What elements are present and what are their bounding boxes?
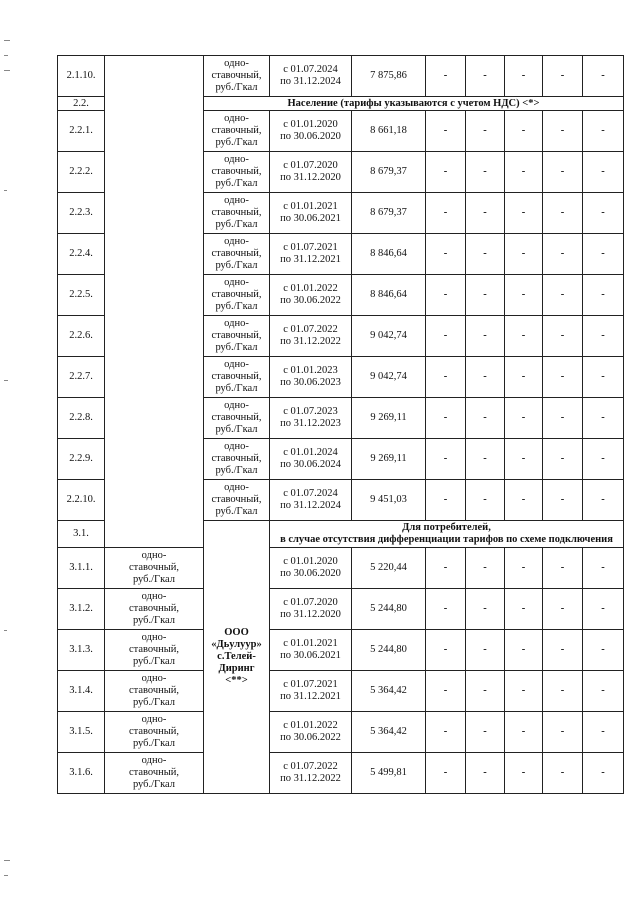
- unit-cell: одно- ставочный, руб./Гкал: [204, 480, 270, 521]
- dash-cell: -: [505, 712, 543, 753]
- dash-cell: -: [505, 152, 543, 193]
- period-cell: с 01.07.2020 по 31.12.2020: [270, 152, 352, 193]
- dash-cell: -: [543, 548, 583, 589]
- dash-cell: -: [543, 111, 583, 152]
- unit-cell: одно- ставочный, руб./Гкал: [105, 712, 204, 753]
- organization-name: ООО «Дьулуур» с.Телей-Диринг <**>: [204, 521, 270, 794]
- dash-cell: -: [466, 357, 505, 398]
- dash-cell: -: [583, 152, 624, 193]
- section-number: 2.2.: [58, 97, 105, 111]
- dash-cell: -: [505, 589, 543, 630]
- dash-cell: -: [543, 398, 583, 439]
- dash-cell: -: [543, 357, 583, 398]
- dash-cell: -: [505, 630, 543, 671]
- unit-cell: одно- ставочный, руб./Гкал: [204, 193, 270, 234]
- tariff-table: [57, 55, 624, 794]
- unit-cell: одно- ставочный, руб./Гкал: [105, 548, 204, 589]
- dash-cell: -: [505, 234, 543, 275]
- dash-cell: -: [543, 589, 583, 630]
- period-cell: с 01.01.2020 по 30.06.2020: [270, 548, 352, 589]
- dash-cell: -: [583, 234, 624, 275]
- dash-cell: -: [466, 193, 505, 234]
- dash-cell: -: [505, 548, 543, 589]
- tariff-value: 5 499,81: [352, 753, 426, 794]
- dash-cell: -: [543, 480, 583, 521]
- unit-cell: одно- ставочный, руб./Гкал: [204, 398, 270, 439]
- dash-cell: -: [583, 56, 624, 97]
- scan-margin-marks: [4, 30, 16, 890]
- dash-cell: -: [505, 316, 543, 357]
- dash-cell: -: [426, 671, 466, 712]
- dash-cell: -: [426, 480, 466, 521]
- dash-cell: -: [426, 548, 466, 589]
- tariff-value: 5 364,42: [352, 671, 426, 712]
- tariff-value: 8 679,37: [352, 193, 426, 234]
- row-number: 3.1.2.: [58, 589, 105, 630]
- dash-cell: -: [466, 234, 505, 275]
- section-title: Население (тарифы указываются с учетом НДС) <*>: [204, 97, 624, 111]
- period-cell: с 01.01.2022 по 30.06.2022: [270, 275, 352, 316]
- unit-cell: одно- ставочный, руб./Гкал: [204, 152, 270, 193]
- period-cell: с 01.01.2021 по 30.06.2021: [270, 630, 352, 671]
- unit-cell: одно- ставочный, руб./Гкал: [204, 439, 270, 480]
- table-row: [58, 712, 624, 753]
- section-title: Для потребителей, в случае отсутствия дифференциации тарифов по схеме подключения: [270, 521, 624, 548]
- table-row: [58, 589, 624, 630]
- period-cell: с 01.07.2024 по 31.12.2024: [270, 480, 352, 521]
- row-number: 2.2.2.: [58, 152, 105, 193]
- tariff-value: 5 220,44: [352, 548, 426, 589]
- dash-cell: -: [426, 712, 466, 753]
- period-cell: с 01.07.2021 по 31.12.2021: [270, 234, 352, 275]
- dash-cell: -: [426, 630, 466, 671]
- dash-cell: -: [505, 671, 543, 712]
- dash-cell: -: [543, 753, 583, 794]
- table-row: [58, 56, 624, 97]
- dash-cell: -: [426, 111, 466, 152]
- table-row: [58, 753, 624, 794]
- dash-cell: -: [426, 589, 466, 630]
- dash-cell: -: [426, 439, 466, 480]
- period-cell: с 01.01.2024 по 30.06.2024: [270, 439, 352, 480]
- dash-cell: -: [543, 630, 583, 671]
- row-number: 2.1.10.: [58, 56, 105, 97]
- dash-cell: -: [505, 193, 543, 234]
- unit-cell: одно- ставочный, руб./Гкал: [204, 234, 270, 275]
- dash-cell: -: [466, 152, 505, 193]
- dash-cell: -: [505, 398, 543, 439]
- tariff-value: 5 364,42: [352, 712, 426, 753]
- row-number: 3.1.1.: [58, 548, 105, 589]
- dash-cell: -: [466, 316, 505, 357]
- tariff-value: 9 451,03: [352, 480, 426, 521]
- dash-cell: -: [543, 671, 583, 712]
- dash-cell: -: [583, 480, 624, 521]
- tariff-value: 9 269,11: [352, 439, 426, 480]
- unit-cell: одно- ставочный, руб./Гкал: [204, 56, 270, 97]
- row-number: 2.2.1.: [58, 111, 105, 152]
- unit-cell: одно- ставочный, руб./Гкал: [105, 671, 204, 712]
- tariff-value: 5 244,80: [352, 589, 426, 630]
- dash-cell: -: [426, 357, 466, 398]
- period-cell: с 01.07.2023 по 31.12.2023: [270, 398, 352, 439]
- table-row: [58, 630, 624, 671]
- dash-cell: -: [543, 712, 583, 753]
- row-number: 2.2.4.: [58, 234, 105, 275]
- period-cell: с 01.07.2024 по 31.12.2024: [270, 56, 352, 97]
- row-number: 2.2.7.: [58, 357, 105, 398]
- unit-cell: одно- ставочный, руб./Гкал: [204, 275, 270, 316]
- dash-cell: -: [426, 193, 466, 234]
- dash-cell: -: [466, 671, 505, 712]
- period-cell: с 01.07.2020 по 31.12.2020: [270, 589, 352, 630]
- dash-cell: -: [583, 671, 624, 712]
- row-number: 2.2.10.: [58, 480, 105, 521]
- dash-cell: -: [505, 111, 543, 152]
- row-number: 2.2.8.: [58, 398, 105, 439]
- dash-cell: -: [426, 234, 466, 275]
- dash-cell: -: [543, 234, 583, 275]
- dash-cell: -: [466, 712, 505, 753]
- unit-cell: одно- ставочный, руб./Гкал: [105, 630, 204, 671]
- dash-cell: -: [426, 56, 466, 97]
- dash-cell: -: [543, 275, 583, 316]
- dash-cell: -: [583, 630, 624, 671]
- tariff-value: 8 846,64: [352, 234, 426, 275]
- dash-cell: -: [466, 56, 505, 97]
- row-number: 2.2.9.: [58, 439, 105, 480]
- tariff-value: 9 042,74: [352, 357, 426, 398]
- dash-cell: -: [583, 753, 624, 794]
- unit-cell: одно- ставочный, руб./Гкал: [204, 316, 270, 357]
- dash-cell: -: [466, 630, 505, 671]
- tariff-value: 9 269,11: [352, 398, 426, 439]
- dash-cell: -: [426, 275, 466, 316]
- period-cell: с 01.07.2022 по 31.12.2022: [270, 316, 352, 357]
- row-number: 2.2.6.: [58, 316, 105, 357]
- dash-cell: -: [505, 439, 543, 480]
- dash-cell: -: [466, 439, 505, 480]
- table-row: [58, 548, 624, 589]
- dash-cell: -: [583, 357, 624, 398]
- tariff-value: 8 661,18: [352, 111, 426, 152]
- dash-cell: -: [505, 56, 543, 97]
- section-number: 3.1.: [58, 521, 105, 548]
- dash-cell: -: [426, 316, 466, 357]
- dash-cell: -: [583, 712, 624, 753]
- dash-cell: -: [543, 439, 583, 480]
- dash-cell: -: [505, 357, 543, 398]
- row-number: 2.2.3.: [58, 193, 105, 234]
- tariff-value: 7 875,86: [352, 56, 426, 97]
- dash-cell: -: [466, 275, 505, 316]
- dash-cell: -: [543, 152, 583, 193]
- period-cell: с 01.01.2021 по 30.06.2021: [270, 193, 352, 234]
- unit-cell: одно- ставочный, руб./Гкал: [105, 753, 204, 794]
- row-number: 3.1.3.: [58, 630, 105, 671]
- unit-cell: одно- ставочный, руб./Гкал: [204, 111, 270, 152]
- row-number: 3.1.5.: [58, 712, 105, 753]
- dash-cell: -: [466, 480, 505, 521]
- dash-cell: -: [466, 589, 505, 630]
- dash-cell: -: [583, 316, 624, 357]
- dash-cell: -: [583, 589, 624, 630]
- period-cell: с 01.07.2022 по 31.12.2022: [270, 753, 352, 794]
- dash-cell: -: [543, 316, 583, 357]
- dash-cell: -: [466, 753, 505, 794]
- table-row: [58, 671, 624, 712]
- period-cell: с 01.01.2020 по 30.06.2020: [270, 111, 352, 152]
- row-number: 2.2.5.: [58, 275, 105, 316]
- period-cell: с 01.07.2021 по 31.12.2021: [270, 671, 352, 712]
- dash-cell: -: [426, 152, 466, 193]
- dash-cell: -: [583, 439, 624, 480]
- dash-cell: -: [505, 480, 543, 521]
- period-cell: с 01.01.2023 по 30.06.2023: [270, 357, 352, 398]
- org-cell-empty: [105, 56, 204, 548]
- dash-cell: -: [505, 275, 543, 316]
- period-cell: с 01.01.2022 по 30.06.2022: [270, 712, 352, 753]
- dash-cell: -: [505, 753, 543, 794]
- dash-cell: -: [426, 398, 466, 439]
- tariff-value: 9 042,74: [352, 316, 426, 357]
- dash-cell: -: [543, 56, 583, 97]
- dash-cell: -: [583, 111, 624, 152]
- dash-cell: -: [583, 548, 624, 589]
- unit-cell: одно- ставочный, руб./Гкал: [105, 589, 204, 630]
- dash-cell: -: [426, 753, 466, 794]
- dash-cell: -: [466, 548, 505, 589]
- row-number: 3.1.6.: [58, 753, 105, 794]
- dash-cell: -: [466, 398, 505, 439]
- tariff-value: 8 679,37: [352, 152, 426, 193]
- dash-cell: -: [543, 193, 583, 234]
- dash-cell: -: [583, 193, 624, 234]
- tariff-value: 5 244,80: [352, 630, 426, 671]
- dash-cell: -: [466, 111, 505, 152]
- unit-cell: одно- ставочный, руб./Гкал: [204, 357, 270, 398]
- dash-cell: -: [583, 398, 624, 439]
- row-number: 3.1.4.: [58, 671, 105, 712]
- tariff-value: 8 846,64: [352, 275, 426, 316]
- dash-cell: -: [583, 275, 624, 316]
